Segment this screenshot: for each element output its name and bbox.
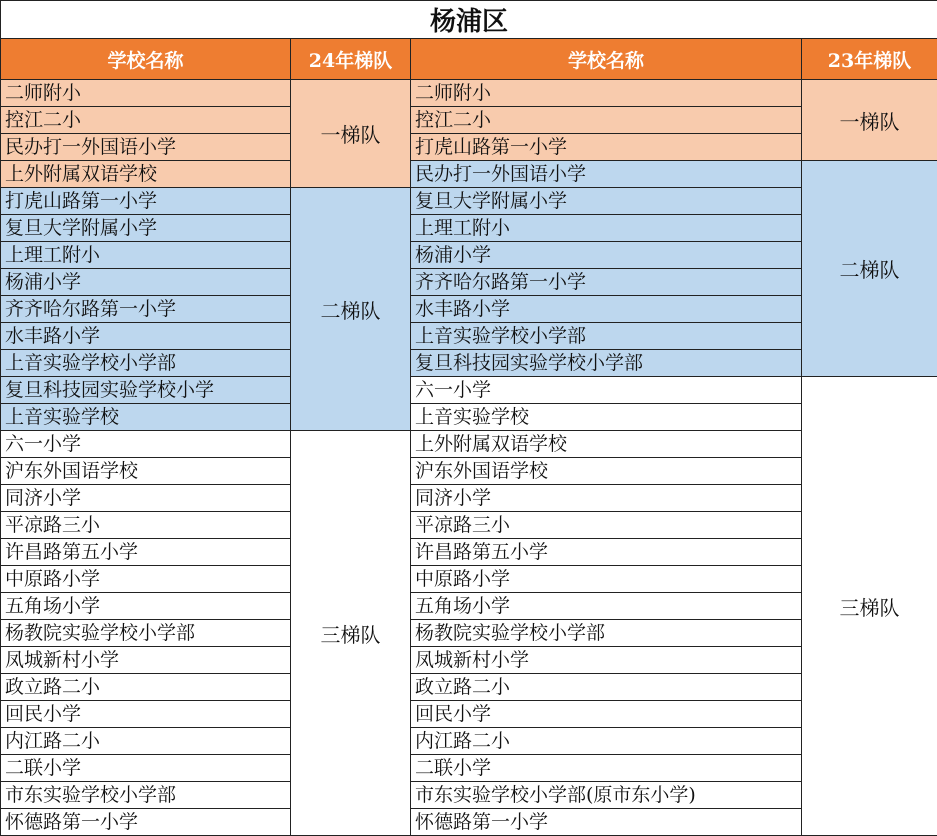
school-name-24: 沪东外国语学校: [1, 458, 291, 485]
school-name-24: 齐齐哈尔路第一小学: [1, 296, 291, 323]
tier-24-cell: 二梯队: [291, 188, 411, 431]
school-name-24: 复旦科技园实验学校小学: [1, 377, 291, 404]
table-row: [1, 782, 937, 809]
table-row: [1, 458, 937, 485]
school-name-23: 民办打一外国语小学: [411, 161, 802, 188]
tier-24-cell: 一梯队: [291, 80, 411, 188]
header-school-name-23: 学校名称: [411, 39, 802, 80]
district-title: 杨浦区: [1, 1, 937, 39]
school-name-23: 水丰路小学: [411, 296, 802, 323]
school-name-23: 复旦大学附属小学: [411, 188, 802, 215]
school-name-23: 打虎山路第一小学: [411, 134, 802, 161]
school-name-23: 上音实验学校小学部: [411, 323, 802, 350]
school-name-24: 同济小学: [1, 485, 291, 512]
tier-23-cell: 三梯队: [802, 377, 937, 836]
school-name-23: 怀德路第一小学: [411, 809, 802, 836]
school-name-23: 二师附小: [411, 80, 802, 107]
table-row: [1, 755, 937, 782]
school-name-24: 六一小学: [1, 431, 291, 458]
school-name-23: 凤城新村小学: [411, 647, 802, 674]
table-row: [1, 161, 937, 188]
table-row: [1, 350, 937, 377]
school-name-23: 上外附属双语学校: [411, 431, 802, 458]
school-name-24: 回民小学: [1, 701, 291, 728]
table-row: [1, 431, 937, 458]
school-name-23: 回民小学: [411, 701, 802, 728]
school-name-24: 控江二小: [1, 107, 291, 134]
header-tier-23: 23年梯队: [802, 39, 937, 80]
tier-23-cell: 二梯队: [802, 161, 937, 377]
table-row: [1, 269, 937, 296]
table-row: [1, 539, 937, 566]
table-row: [1, 323, 937, 350]
header-tier-24: 24年梯队: [291, 39, 411, 80]
table-row: [1, 215, 937, 242]
school-name-23: 内江路二小: [411, 728, 802, 755]
school-name-23: 市东实验学校小学部(原市东小学): [411, 782, 802, 809]
header-school-name-24: 学校名称: [1, 39, 291, 80]
table-row: [1, 377, 937, 404]
school-name-24: 中原路小学: [1, 566, 291, 593]
school-name-24: 打虎山路第一小学: [1, 188, 291, 215]
school-name-24: 二联小学: [1, 755, 291, 782]
table-row: [1, 566, 937, 593]
table-row: [1, 296, 937, 323]
school-name-24: 二师附小: [1, 80, 291, 107]
school-name-23: 平凉路三小: [411, 512, 802, 539]
table-row: [1, 188, 937, 215]
table-row: [1, 593, 937, 620]
school-name-24: 五角场小学: [1, 593, 291, 620]
table-row: [1, 647, 937, 674]
school-name-24: 许昌路第五小学: [1, 539, 291, 566]
table-row: [1, 485, 937, 512]
table-row: [1, 674, 937, 701]
school-name-24: 上音实验学校: [1, 404, 291, 431]
school-name-24: 水丰路小学: [1, 323, 291, 350]
school-name-24: 民办打一外国语小学: [1, 134, 291, 161]
school-name-23: 杨教院实验学校小学部: [411, 620, 802, 647]
school-name-24: 杨教院实验学校小学部: [1, 620, 291, 647]
school-name-23: 同济小学: [411, 485, 802, 512]
school-name-23: 中原路小学: [411, 566, 802, 593]
school-name-24: 内江路二小: [1, 728, 291, 755]
school-name-23: 五角场小学: [411, 593, 802, 620]
school-name-23: 二联小学: [411, 755, 802, 782]
table-row: [1, 134, 937, 161]
table-row: [1, 242, 937, 269]
title-row: [1, 1, 937, 39]
school-name-24: 复旦大学附属小学: [1, 215, 291, 242]
table-row: [1, 620, 937, 647]
school-name-24: 市东实验学校小学部: [1, 782, 291, 809]
tier-24-cell: 三梯队: [291, 431, 411, 836]
school-name-23: 上音实验学校: [411, 404, 802, 431]
table-row: [1, 809, 937, 836]
school-name-24: 上外附属双语学校: [1, 161, 291, 188]
school-name-24: 平凉路三小: [1, 512, 291, 539]
school-name-24: 政立路二小: [1, 674, 291, 701]
school-name-23: 许昌路第五小学: [411, 539, 802, 566]
tier-23-cell: 一梯队: [802, 80, 937, 161]
school-name-23: 杨浦小学: [411, 242, 802, 269]
school-name-23: 政立路二小: [411, 674, 802, 701]
school-name-24: 凤城新村小学: [1, 647, 291, 674]
table-row: [1, 107, 937, 134]
school-name-23: 齐齐哈尔路第一小学: [411, 269, 802, 296]
school-name-23: 控江二小: [411, 107, 802, 134]
school-name-24: 怀德路第一小学: [1, 809, 291, 836]
school-name-24: 上音实验学校小学部: [1, 350, 291, 377]
table-row: [1, 728, 937, 755]
table-row: [1, 701, 937, 728]
school-name-24: 杨浦小学: [1, 269, 291, 296]
school-name-23: 六一小学: [411, 377, 802, 404]
table-row: [1, 512, 937, 539]
school-name-24: 上理工附小: [1, 242, 291, 269]
school-name-23: 上理工附小: [411, 215, 802, 242]
header-row: [1, 39, 937, 80]
table-row: [1, 80, 937, 107]
school-name-23: 沪东外国语学校: [411, 458, 802, 485]
table-row: [1, 404, 937, 431]
school-name-23: 复旦科技园实验学校小学部: [411, 350, 802, 377]
